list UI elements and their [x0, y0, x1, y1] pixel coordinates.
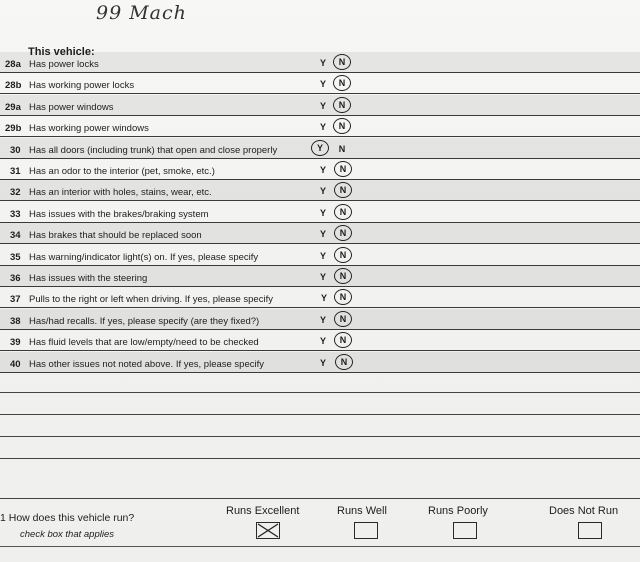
answer-no-option[interactable]: N: [333, 75, 351, 91]
question-row-39: [0, 330, 640, 351]
answer-no-option[interactable]: N: [338, 143, 346, 154]
x-mark-icon: [257, 523, 279, 538]
blank-line: [0, 414, 640, 415]
question-row-30: [0, 138, 640, 159]
answer-yes-option[interactable]: Y: [319, 272, 326, 282]
row-divider: [0, 372, 640, 373]
question-number: 37: [10, 294, 21, 306]
question-row-36: [0, 266, 640, 287]
blank-line: [0, 458, 640, 459]
question-text: Has an odor to the interior (pet, smoke, etc.): [29, 166, 215, 177]
answer-yes-option[interactable]: Y: [319, 186, 326, 197]
answer-no-option[interactable]: N: [333, 97, 351, 113]
question-text: Has/had recalls. If yes, please specify (are they fixed?): [29, 315, 260, 327]
answer-no-option[interactable]: N: [334, 182, 352, 198]
question-row-34: [0, 223, 640, 244]
question-number: 35: [10, 251, 21, 263]
question-text: Has brakes that should be replaced soon: [29, 230, 202, 242]
answer-yes-option[interactable]: Y: [320, 293, 327, 304]
question-row-33: [0, 202, 640, 223]
question-row-31: [0, 159, 640, 180]
question-text: Has power locks: [29, 59, 99, 70]
answer-no-option[interactable]: N: [333, 54, 351, 70]
answer-no-option[interactable]: N: [334, 268, 352, 284]
run-option-checkbox[interactable]: [578, 522, 602, 539]
question-text: Has power windows: [29, 101, 114, 113]
question-row-37: [0, 287, 640, 308]
question-text: Has fluid levels that are low/empty/need to be checked: [29, 337, 259, 349]
run-option-label: Runs Excellent: [226, 505, 300, 517]
bottom-line: [0, 546, 640, 547]
question-row-35: [0, 245, 640, 266]
answer-no-option[interactable]: N: [334, 247, 352, 263]
answer-yes-option[interactable]: Y: [319, 122, 326, 133]
question-number: 32: [10, 187, 21, 199]
question-row-29b: [0, 116, 640, 137]
answer-yes-option[interactable]: Y: [319, 314, 326, 325]
answer-no-option[interactable]: N: [335, 354, 353, 370]
question-text: Has issues with the brakes/braking system: [29, 208, 209, 220]
question-text: Has warning/indicator light(s) on. If yes, please specify: [29, 251, 259, 263]
question-row-28a: [0, 52, 640, 73]
answer-no-option[interactable]: N: [334, 332, 352, 348]
answer-no-option[interactable]: N: [334, 204, 352, 220]
answer-yes-option[interactable]: Y: [319, 229, 326, 240]
question-number: 33: [10, 208, 21, 220]
run-option-label: Does Not Run: [549, 505, 619, 517]
question-row-32: [0, 180, 640, 201]
blank-line: [0, 498, 640, 499]
answer-no-option[interactable]: N: [334, 311, 352, 327]
question-text: Has all doors (including trunk) that open and close properly: [29, 144, 278, 156]
question-row-40: [0, 352, 640, 373]
answer-yes-option[interactable]: Y: [319, 250, 326, 261]
answer-yes-option[interactable]: Y: [319, 336, 326, 347]
question-text: Has working power locks: [29, 80, 135, 92]
question-text: Pulls to the right or left when driving. If yes, please specify: [29, 294, 273, 306]
handwritten-note: 99 Mach: [96, 2, 187, 24]
run-option-label: Runs Well: [337, 505, 387, 517]
answer-yes-option[interactable]: Y: [311, 140, 329, 156]
question-row-29a: [0, 95, 640, 116]
question-text: Has issues with the steering: [29, 273, 148, 284]
run-option-label: Runs Poorly: [428, 505, 488, 517]
section-title: This vehicle:: [28, 46, 95, 58]
question-number: 29a: [5, 101, 21, 113]
question-number: 31: [10, 166, 21, 177]
run-option-checkbox[interactable]: [354, 522, 378, 539]
answer-yes-option[interactable]: Y: [319, 207, 326, 218]
question-number: 28a: [5, 59, 21, 70]
blank-line: [0, 436, 640, 437]
blank-line: [0, 392, 640, 393]
question-row-38: [0, 309, 640, 330]
question-number: 28b: [5, 80, 22, 92]
question-number: 40: [10, 358, 21, 370]
question-row-28b: [0, 73, 640, 94]
run-option-checkbox-checked[interactable]: [256, 522, 280, 539]
answer-no-option[interactable]: N: [334, 225, 352, 241]
answer-no-option[interactable]: N: [334, 289, 352, 305]
answer-yes-option[interactable]: Y: [319, 357, 326, 368]
question-text: Has working power windows: [29, 123, 149, 135]
answer-yes-option[interactable]: Y: [319, 58, 326, 68]
question-number: 36: [10, 273, 21, 284]
question-number: 39: [10, 337, 21, 349]
question-number: 38: [10, 315, 21, 327]
question-number: 30: [10, 144, 21, 156]
question-number: 34: [10, 230, 21, 242]
run-option-checkbox[interactable]: [453, 522, 477, 539]
question-text: Has other issues not noted above. If yes, please specify: [29, 358, 264, 370]
answer-yes-option[interactable]: Y: [319, 100, 326, 111]
answer-no-option[interactable]: N: [334, 161, 352, 177]
run-question-hint: check box that applies: [20, 529, 115, 540]
answer-yes-option[interactable]: Y: [319, 79, 326, 90]
question-text: Has an interior with holes, stains, wear, etc.: [29, 187, 212, 199]
run-question-label: 1 How does this vehicle run?: [0, 512, 135, 524]
answer-no-option[interactable]: N: [333, 118, 351, 134]
question-number: 29b: [5, 123, 22, 135]
answer-yes-option[interactable]: Y: [319, 165, 326, 175]
